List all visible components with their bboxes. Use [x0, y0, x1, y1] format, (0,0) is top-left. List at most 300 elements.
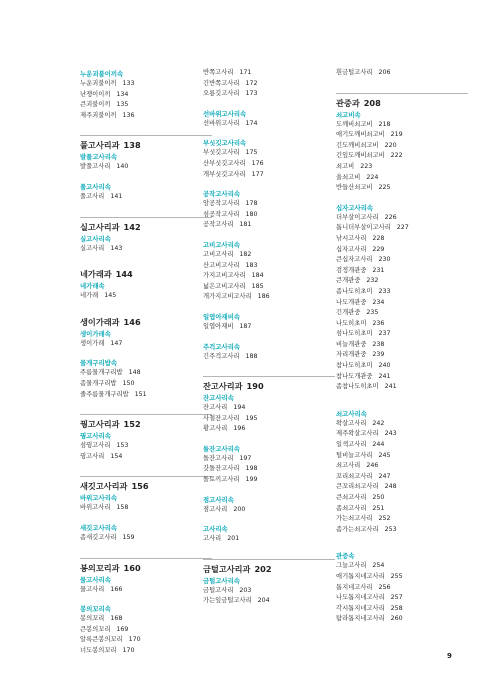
toc-family-name: 꿩고사리과 [80, 419, 120, 430]
toc-entry-name: 참나도개관중 [336, 372, 373, 380]
toc-entry-name: 제주괴불이끼 [80, 111, 117, 119]
toc-entry [336, 213, 468, 224]
toc-entry [203, 534, 335, 545]
toc-page-number: 252 [378, 515, 391, 523]
toc-entry [80, 646, 212, 657]
toc-entry [203, 282, 335, 293]
toc-entry [80, 452, 212, 463]
toc-entry-name: 알록큰봉의꼬리 [80, 636, 123, 644]
toc-page-number: 194 [233, 404, 246, 412]
toc-entry [336, 308, 468, 319]
toc-entry [80, 368, 212, 379]
toc-genus-heading: 관중속 [336, 552, 355, 561]
toc-entry-name: 참나도히초미 [336, 362, 373, 370]
toc-page-number: 186 [257, 293, 270, 301]
toc-genus-heading: 돌잔고사리속 [203, 444, 241, 453]
toc-entry [203, 352, 335, 363]
toc-entry-name: 개부싯깃고사리 [203, 170, 246, 178]
toc-entry-name: 톱지네고사리 [336, 583, 373, 591]
toc-genus-heading: 누운괴불이끼속 [80, 70, 124, 78]
toc-entry [336, 183, 468, 194]
toc-entry-name: 네가래 [80, 292, 99, 300]
toc-entry-name: 금털고사리 [203, 586, 234, 594]
toc-entry [203, 586, 335, 597]
toc-genus-heading: 점고사리속 [203, 495, 234, 504]
toc-entry [336, 340, 468, 351]
toc-page-number: 255 [390, 572, 403, 580]
toc-entry [336, 593, 468, 604]
toc-entry [80, 79, 212, 90]
toc-entry [80, 244, 212, 255]
toc-page-number: 206 [378, 69, 391, 76]
toc-page-number: 225 [378, 184, 391, 192]
toc-page-number: 235 [366, 309, 379, 317]
toc-entry [336, 255, 468, 266]
toc-page-number: 239 [372, 351, 385, 359]
toc-entry-name: 긴잎도깨비쇠고비 [336, 152, 385, 160]
toc-page-number: 253 [384, 525, 397, 533]
toc-entry-name: 물고사리 [80, 585, 105, 593]
toc-entry-name: 좀쇠고사리 [336, 504, 367, 512]
toc-entry [336, 151, 468, 162]
toc-entry-name: 애기톱지네고사리 [336, 572, 385, 580]
toc-entry-name: 좀물개구리밥 [80, 379, 117, 387]
toc-page-number: 232 [366, 277, 379, 285]
toc-genus-heading: 물고사리속 [80, 575, 111, 584]
toc-entry-name: 갓돌잔고사리 [203, 465, 240, 473]
page-number: 9 [447, 652, 452, 660]
toc-entry [336, 372, 468, 383]
toc-page-number: 147 [110, 339, 123, 347]
toc-entry-name: 풀고사리 [80, 192, 105, 200]
toc-genus-heading: 고사리속 [203, 525, 228, 534]
toc-page-number: 173 [245, 90, 258, 98]
toc-entry [80, 339, 212, 350]
toc-page-number: 151 [134, 390, 147, 398]
toc-page-number: 242 [372, 419, 385, 427]
toc-page-number: 240 [378, 362, 391, 370]
toc-entry [203, 271, 335, 282]
toc-entry [336, 329, 468, 340]
toc-family-heading [80, 217, 212, 233]
toc-page-number: 248 [384, 483, 397, 491]
toc-entry [336, 572, 468, 583]
toc-entry-name: 산고비고사리 [203, 261, 240, 269]
toc-entry-name: 고사리 [203, 535, 222, 543]
toc-page-number: 182 [239, 250, 252, 258]
toc-page-number: 172 [245, 79, 258, 87]
toc-page-number: 228 [372, 234, 385, 242]
toc-entry [80, 90, 212, 101]
toc-entry [336, 68, 468, 79]
toc-entry [203, 424, 335, 435]
toc-entry-name: 점고사리 [203, 505, 228, 513]
toc-entry [336, 120, 468, 131]
toc-entry [80, 192, 212, 203]
toc-entry-name: 좀가는쇠고사리 [336, 525, 379, 533]
toc-page-number: 247 [378, 472, 391, 480]
toc-entry-name: 섬꿩고사리 [80, 442, 111, 450]
toc-page-number: 146 [123, 316, 141, 327]
toc-entry-name: 사철잔고사리 [203, 414, 240, 422]
toc-entry-name: 섬공작고사리 [203, 210, 240, 218]
toc-page-number: 199 [245, 476, 258, 484]
toc-entry [336, 287, 468, 298]
toc-entry-name: 도깨비쇠고비 [336, 120, 373, 128]
toc-entry [336, 319, 468, 330]
toc-entry-name: 좀나도히초미 [336, 287, 373, 295]
toc-column-1 [80, 68, 212, 656]
toc-entry-name: 고비고사리 [203, 250, 234, 258]
toc-page-number: 234 [372, 298, 385, 306]
toc-page-number: 244 [372, 441, 385, 449]
toc-entry [336, 482, 468, 493]
toc-entry [203, 170, 335, 181]
toc-page-number: 148 [128, 369, 141, 377]
toc-page-number: 169 [116, 625, 129, 633]
toc-page-number: 153 [116, 442, 129, 450]
toc-entry-name: 선바위고사리 [203, 119, 240, 127]
toc-page-number: 175 [245, 149, 258, 157]
toc-entry-name: 흰금털고사리 [336, 69, 373, 76]
toc-entry [80, 100, 212, 111]
toc-entry [80, 111, 212, 122]
toc-genus-heading: 고비고사리속 [203, 240, 241, 249]
toc-genus-heading: 새깃고사리속 [80, 523, 118, 532]
toc-entry [336, 504, 468, 515]
toc-page-number: 150 [122, 379, 135, 387]
toc-page-number: 238 [372, 340, 385, 348]
toc-genus-heading: 생이가래속 [80, 329, 111, 338]
toc-entry [336, 514, 468, 525]
toc-entry-name: 나도개관중 [336, 298, 367, 306]
toc-family-name: 금털고사리과 [203, 563, 251, 574]
toc-entry [336, 245, 468, 256]
toc-family-heading [80, 135, 212, 151]
toc-entry [203, 148, 335, 159]
toc-entry-name: 검정개관중 [336, 266, 367, 274]
toc-page-number: 245 [378, 451, 391, 459]
toc-entry [336, 440, 468, 451]
toc-page-number: 143 [110, 244, 123, 252]
toc-column-2 [203, 68, 335, 607]
toc-family-heading [80, 316, 212, 328]
toc-family-heading [80, 414, 212, 430]
toc-page-number: 236 [372, 319, 385, 327]
toc-entry-name: 왁살고사리 [336, 419, 367, 427]
toc-page-number: 176 [251, 159, 264, 167]
toc-entry [80, 625, 212, 636]
toc-page-number: 152 [123, 419, 141, 430]
toc-genus-heading: 십자고사리속 [336, 203, 374, 212]
toc-entry [336, 234, 468, 245]
toc-page-number: 200 [233, 505, 246, 513]
toc-entry-name: 돌토끼고사리 [203, 476, 240, 484]
toc-entry-name: 긴반쪽고사리 [203, 79, 240, 87]
toc-entry-name: 꼬리쇠고사리 [336, 472, 373, 480]
toc-genus-heading: 주걱고사리속 [203, 342, 241, 351]
toc-genus-heading: 봉의꼬리속 [80, 605, 111, 614]
toc-family-heading [203, 559, 335, 575]
toc-entry [336, 382, 468, 393]
toc-page-number: 154 [110, 452, 123, 460]
toc-page-number: 243 [384, 430, 397, 438]
toc-family-name: 관중과 [336, 97, 360, 108]
toc-entry [80, 533, 212, 544]
toc-family-name: 네가래과 [80, 269, 112, 280]
toc-genus-heading: 바위고사리속 [80, 494, 118, 503]
toc-page-number: 198 [245, 465, 258, 473]
toc-entry [336, 130, 468, 141]
toc-entry [203, 414, 335, 425]
toc-entry [203, 119, 335, 130]
toc-entry-name: 일색고사리 [336, 441, 367, 449]
toc-page-number: 133 [122, 80, 135, 87]
toc-page-number: 256 [378, 583, 391, 591]
toc-genus-heading: 실고사리속 [80, 234, 111, 243]
toc-entry [203, 68, 335, 79]
toc-entry-name: 발풀고사리 [80, 163, 111, 171]
toc-page-number: 145 [104, 292, 117, 300]
toc-genus-heading: 꿩고사리속 [80, 432, 111, 441]
toc-entry-name: 바위고사리 [80, 504, 111, 512]
toc-page-number: 231 [372, 266, 385, 274]
toc-entry-name: 쇠고비 [336, 162, 355, 170]
toc-page-number: 237 [378, 330, 391, 338]
toc-entry [336, 525, 468, 536]
toc-genus-heading: 네가래속 [80, 282, 105, 291]
toc-entry-name: 그늘고사리 [336, 562, 367, 570]
toc-entry [336, 298, 468, 309]
toc-page-number: 178 [245, 200, 258, 208]
toc-page-number: 142 [123, 221, 141, 232]
toc-page-number: 220 [384, 141, 397, 149]
toc-page-number: 184 [251, 272, 264, 280]
toc-genus-heading: 금털고사리속 [203, 576, 241, 585]
toc-entry [203, 322, 335, 333]
toc-entry [336, 350, 468, 361]
toc-page-number: 136 [122, 111, 135, 119]
toc-entry [336, 561, 468, 572]
toc-genus-heading: 선바위고사리속 [203, 109, 247, 118]
toc-page-number: 204 [257, 597, 270, 605]
toc-entry-name: 애기도깨비쇠고비 [336, 131, 385, 139]
toc-entry [203, 79, 335, 90]
toc-entry [336, 493, 468, 504]
toc-entry-name: 톱니더부살이고사리 [336, 224, 391, 232]
toc-page-number: 226 [384, 213, 397, 221]
toc-entry [203, 89, 335, 100]
toc-entry-name: 황고사리 [203, 425, 228, 433]
toc-genus-heading: 부싯깃고사리속 [203, 139, 247, 148]
toc-entry-name: 십자고사리 [336, 245, 367, 253]
toc-page-number: 188 [245, 352, 258, 360]
toc-page-number: 222 [390, 152, 403, 160]
toc-entry-name: 더부살이고사리 [336, 213, 379, 221]
toc-page-number: 134 [116, 90, 129, 98]
toc-entry-name: 좀새깃고사리 [80, 533, 117, 541]
toc-entry [203, 292, 335, 303]
toc-page-number: 229 [372, 245, 385, 253]
toc-entry-name: 산부싯깃고사리 [203, 159, 246, 167]
toc-page-number: 141 [110, 192, 123, 200]
toc-page-number: 195 [245, 414, 258, 422]
toc-entry-name: 줄주름물개구리밥 [80, 390, 129, 398]
toc-entry [80, 162, 212, 173]
toc-entry-name: 털비늘고사리 [336, 451, 373, 459]
toc-page-number: 241 [378, 372, 391, 380]
toc-entry-name: 자리개관중 [336, 351, 367, 359]
toc-page-number: 219 [390, 131, 403, 139]
toc-entry-name: 암공작고사리 [203, 200, 240, 208]
toc-entry [80, 291, 212, 302]
toc-entry [336, 583, 468, 594]
toc-entry [80, 614, 212, 625]
toc-genus-heading: 풀고사리속 [80, 182, 111, 191]
toc-entry [203, 596, 335, 607]
toc-entry [336, 173, 468, 184]
toc-entry [336, 141, 468, 152]
toc-entry-name: 난쟁이이끼 [80, 90, 111, 98]
toc-entry [203, 199, 335, 210]
toc-entry [336, 419, 468, 430]
toc-entry-name: 넓은고비고사리 [203, 282, 246, 290]
toc-entry-name: 긴개관중 [336, 309, 361, 317]
toc-page-number: 177 [251, 170, 264, 178]
toc-page-number: 138 [123, 140, 141, 151]
toc-genus-heading: 잔고사리속 [203, 394, 234, 403]
toc-page-number: 218 [378, 120, 391, 128]
toc-entry-name: 잔고사리 [203, 404, 228, 412]
toc-genus-heading: 쇠고비속 [336, 110, 361, 119]
toc-page-number: 250 [372, 494, 385, 501]
toc-entry [203, 403, 335, 414]
toc-entry-name: 큰봉의꼬리 [80, 625, 111, 633]
toc-family-name: 새깃고사리과 [80, 481, 128, 492]
toc-entry-name: 오룡깃고사리 [203, 90, 240, 98]
toc-entry-name: 반쪽고사리 [203, 69, 234, 76]
toc-entry-name: 좀참나도히초미 [336, 383, 379, 391]
toc-page-number: 251 [372, 504, 385, 512]
toc-entry [80, 585, 212, 596]
toc-family-name: 잔고사리과 [203, 381, 243, 392]
toc-entry-name: 제주왁살고사리 [336, 430, 379, 438]
toc-family-name: 풀고사리과 [80, 140, 120, 151]
toc-entry-name: 주름물개구리밥 [80, 369, 123, 377]
toc-entry [80, 379, 212, 390]
toc-entry-name: 큰개관중 [336, 277, 361, 285]
toc-entry-name: 일엽아재비 [203, 322, 234, 330]
toc-entry [336, 162, 468, 173]
toc-entry [203, 261, 335, 272]
toc-entry [203, 210, 335, 221]
toc-page-number: 185 [251, 282, 264, 290]
toc-entry [203, 454, 335, 465]
toc-family-heading [80, 476, 212, 492]
toc-entry [336, 276, 468, 287]
toc-page-number: 174 [245, 119, 258, 127]
toc-page-number: 160 [123, 562, 141, 573]
toc-page-number: 190 [246, 381, 264, 392]
toc-page-number: 227 [396, 224, 409, 232]
toc-entry-name: 가는잎금털고사리 [203, 597, 252, 605]
toc-entry-name: 큰쇠고사리 [336, 494, 367, 501]
toc-page-number: 181 [239, 221, 252, 229]
toc-genus-heading: 일엽아재비속 [203, 312, 241, 321]
toc-genus-heading: 물개구리밥속 [80, 359, 118, 368]
toc-page-number: 170 [122, 646, 135, 654]
toc-entry [80, 635, 212, 646]
toc-entry [203, 475, 335, 486]
toc-entry [203, 159, 335, 170]
toc-entry [203, 464, 335, 475]
toc-page-number: 159 [122, 533, 135, 541]
toc-genus-heading: 공작고사리속 [203, 190, 241, 199]
toc-page-number: 135 [116, 101, 129, 109]
toc-entry [336, 266, 468, 277]
toc-entry-name: 각시톱지네고사리 [336, 604, 385, 612]
toc-entry-name: 누운괴불이끼 [80, 80, 117, 87]
toc-entry [203, 220, 335, 231]
toc-entry-name: 반들산쇠고비 [336, 184, 373, 192]
toc-entry [336, 614, 468, 625]
toc-page-number: 203 [239, 586, 252, 594]
toc-page-number: 258 [390, 604, 403, 612]
toc-entry-name: 낚시고사리 [336, 234, 367, 242]
toc-entry [336, 451, 468, 462]
toc-family-name: 실고사리과 [80, 221, 120, 232]
toc-page-number: 230 [378, 256, 391, 264]
toc-page-number: 183 [245, 261, 258, 269]
toc-entry [336, 604, 468, 615]
toc-entry-name: 나도톱지네고사리 [336, 594, 385, 602]
toc-entry-name: 큰꼬리쇠고사리 [336, 483, 379, 491]
toc-entry-name: 개가지고비고사리 [203, 293, 252, 301]
toc-page-number: 224 [366, 173, 379, 181]
toc-page-number: 140 [116, 163, 129, 171]
toc-entry-name: 생이가래 [80, 339, 105, 347]
toc-column-3 [336, 68, 468, 625]
toc-family-name: 생이가래과 [80, 316, 120, 327]
toc-entry-name: 가는쇠고사리 [336, 515, 373, 523]
toc-page-number: 180 [245, 210, 258, 218]
toc-entry [336, 461, 468, 472]
toc-entry-name: 울쇠고비 [336, 173, 361, 181]
toc-entry-name: 큰괴불이끼 [80, 101, 111, 109]
toc-entry [203, 250, 335, 261]
toc-family-heading [336, 93, 468, 109]
toc-entry [80, 441, 212, 452]
toc-genus-heading: 쇠고사리속 [336, 409, 367, 418]
toc-entry-name: 공작고사리 [203, 221, 234, 229]
toc-entry [336, 223, 468, 234]
toc-page-number: 208 [363, 97, 381, 108]
toc-page-number: 233 [378, 287, 391, 295]
toc-entry [203, 505, 335, 516]
toc-entry-name: 큰십자고사리 [336, 256, 373, 264]
toc-entry [80, 503, 212, 514]
toc-family-heading [80, 268, 212, 280]
toc-entry-name: 쇠고사리 [336, 462, 361, 470]
toc-page-number: 254 [372, 562, 385, 570]
toc-family-name: 봉의꼬리과 [80, 562, 120, 573]
toc-entry-name: 봉의꼬리 [80, 615, 105, 623]
toc-entry [336, 429, 468, 440]
toc-page-number: 187 [239, 322, 252, 330]
toc-entry-name: 긴주걱고사리 [203, 352, 240, 360]
toc-entry-name: 부싯깃고사리 [203, 149, 240, 157]
toc-entry-name: 탐라톱지네고사리 [336, 615, 385, 623]
